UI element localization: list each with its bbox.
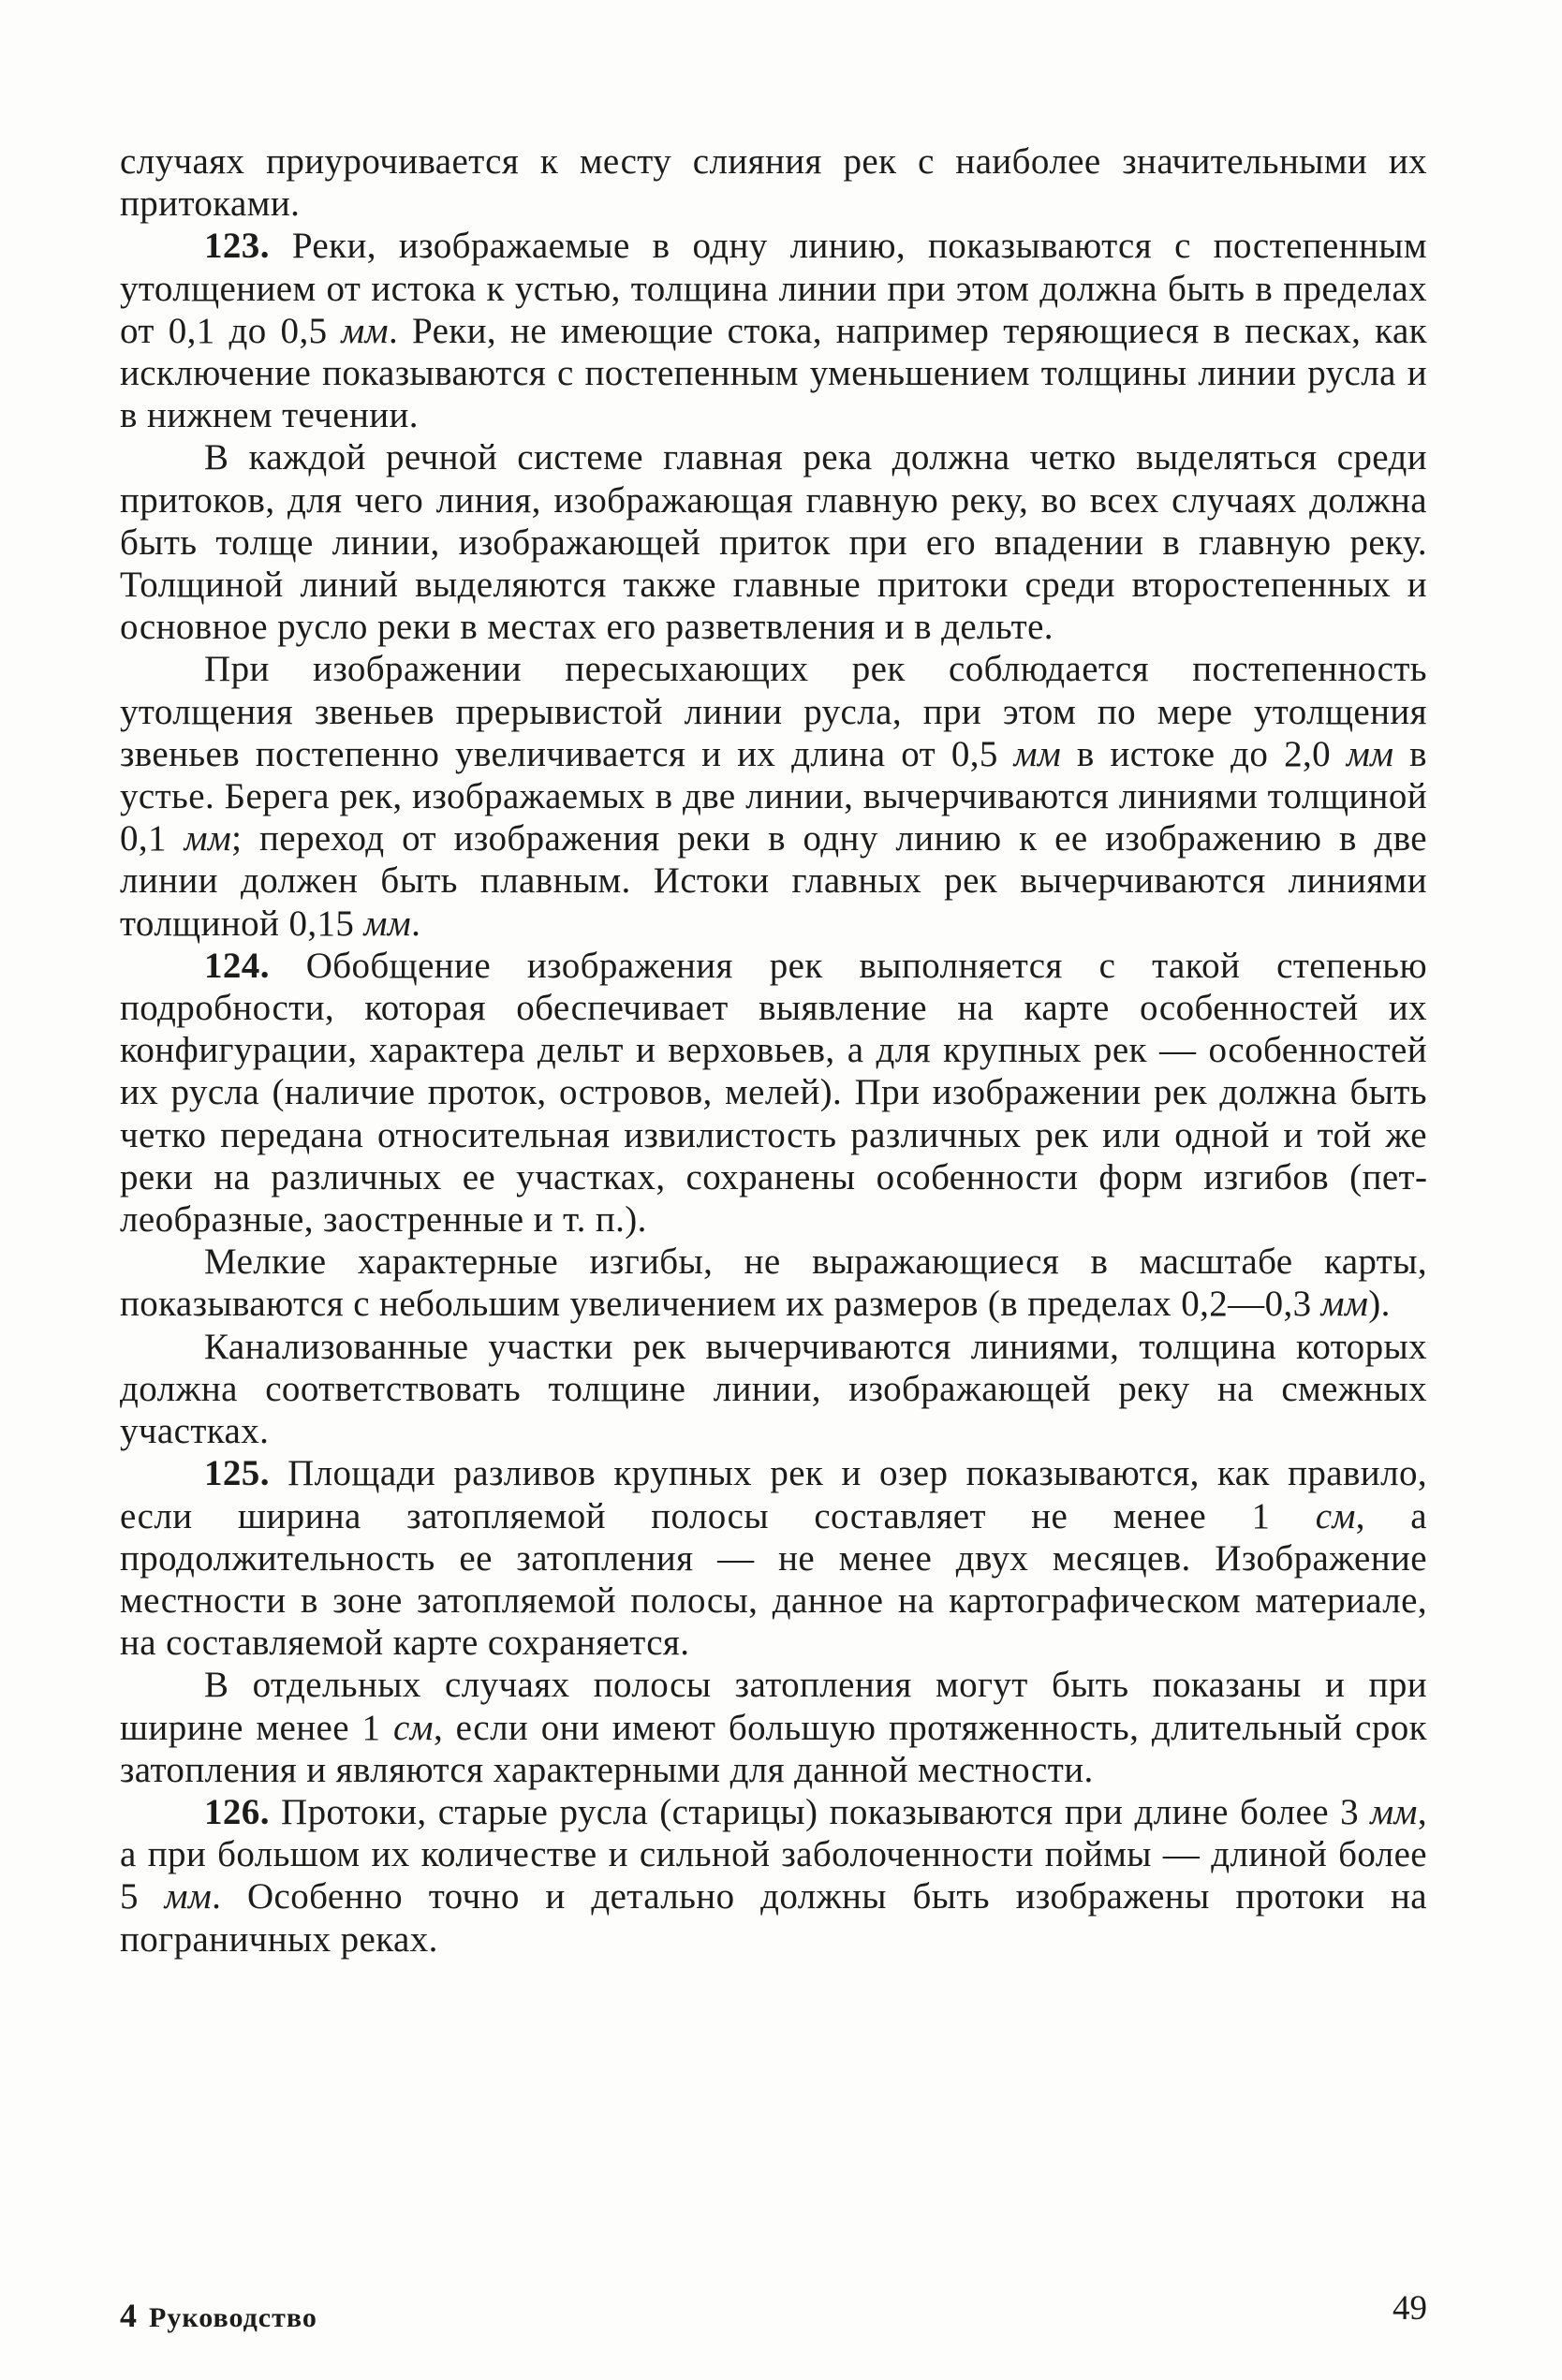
paragraph-text: ).	[1368, 1284, 1391, 1325]
unit-text: мм	[1320, 1284, 1369, 1325]
section-number: 123.	[204, 226, 270, 267]
paragraph-text: . Особенно точно и детально должны быть изображены протоки на пограничных реках.	[120, 1876, 1427, 1960]
body-text	[120, 140, 1427, 1961]
paragraph-text: , а при большом их количестве и сильной заболоченности поймы — длиной более 5	[120, 1791, 1427, 1917]
page-footer	[120, 2288, 1427, 2334]
paragraph	[120, 1326, 1427, 1453]
paragraph-text: , если они имеют большую протяженность, длительный срок затопления и являются характерными для данной местности.	[120, 1707, 1427, 1790]
paragraph-text: в истоке до 2,0	[1061, 733, 1347, 774]
paragraph-text: В отдельных случаях полосы затопления могут быть показаны и при ширине менее 1	[120, 1665, 1427, 1748]
signature-number: 4	[120, 2297, 138, 2334]
section-number: 126.	[204, 1791, 270, 1832]
section-number: 124.	[204, 945, 270, 986]
unit-text: мм	[341, 310, 389, 351]
unit-text: мм	[1346, 733, 1394, 774]
paragraph-text: Обобщение изображения рек выполняется с такой степенью подробности, которая обеспечивает выявление на карте особенностей их конфигурации, характера дельт и верховьев, а для крупных рек — особенностей их русла (наличие проток, островов, мелей). При изображении рек должна быть четко передана относительная извилистость различных рек или одной и той же реки на различных ее участках, сохранены особенности форм изгибов (петлеобразные, заостренные и т. п.).	[120, 945, 1427, 1241]
paragraph-text: Мелкие характерные изгибы, не выражающиеся в масштабе карты, показываются с небольшим увеличением их размеров (в пределах 0,2—0,3	[120, 1241, 1427, 1325]
paragraph	[120, 1452, 1427, 1664]
unit-text: мм	[184, 818, 232, 859]
unit-text: мм	[1013, 733, 1062, 774]
paragraph-text: Площади разливов крупных рек и озер показываются, как правило, если ширина затопляемой полосы составляет не менее 1	[120, 1453, 1427, 1536]
paragraph-text: При изображении пересыхающих рек соблюдается постепенность утолщения звеньев прерывистой линии русла, при этом по мере утолщения звеньев постепенно увеличивается и их длина от 0,5	[120, 649, 1427, 774]
paragraph-text: .	[411, 903, 421, 944]
unit-text: мм	[363, 903, 412, 944]
printer-signature	[120, 2296, 317, 2335]
paragraph-text: ; переход от изображения реки в одну линию к ее изображению в две линии должен быть плавным. Истоки главных рек вычерчиваются линиями толщиной 0,15	[120, 818, 1427, 944]
paragraph	[120, 1241, 1427, 1325]
paragraph-text: Реки, изображаемые в одну линию, показываются с постепенным утолщением от истока к устью, толщина линии при этом должна быть в пределах от 0,1 до 0,5	[120, 226, 1427, 351]
section-number: 125.	[204, 1453, 270, 1494]
paragraph	[120, 436, 1427, 648]
unit-text: см	[392, 1707, 434, 1748]
paragraph-text: в устье. Берега рек, изображаемых в две линии, вычерчиваются линиями толщиной 0,1	[120, 733, 1427, 859]
paragraph-text: случаях приурочивается к месту слияния рек с наиболее значительными их притоками.	[120, 141, 1427, 225]
paragraph-text: , а продолжительность ее затопления — не менее двух месяцев. Изображение местности в зоне затопляемой полосы, данное на картографическом материале, на составляемой карте сохраняется.	[120, 1495, 1427, 1664]
paragraph	[120, 1791, 1427, 1961]
paragraph-text: В каждой речной системе главная река должна четко выделяться среди притоков, для чего линия, изображающая главную реку, во всех случаях должна быть толще линии, изображающей приток при его впадении в главную реку. Толщиной линий выделяются также главные притоки среди второстепенных и основное русло реки в местах его разветвления и в дельте.	[120, 437, 1427, 648]
paragraph-text: . Реки, не имеющие стока, например теряющиеся в песках, как исключение показываются с постепенным уменьшением толщины линии русла и в нижнем течении.	[120, 310, 1427, 436]
paragraph	[120, 648, 1427, 944]
paragraph	[120, 225, 1427, 436]
paragraph-text: Протоки, старые русла (старицы) показываются при длине более 3	[269, 1791, 1371, 1832]
paragraph	[120, 140, 1427, 225]
page-number: 49	[1393, 2289, 1427, 2328]
unit-text: мм	[164, 1876, 213, 1917]
paragraph	[120, 1664, 1427, 1791]
unit-text: мм	[1370, 1791, 1418, 1832]
signature-text: Руководство	[149, 2302, 317, 2333]
paragraph	[120, 945, 1427, 1241]
unit-text: см	[1315, 1495, 1356, 1536]
paragraph-text: Канализованные участки рек вычерчиваются линиями, толщина которых должна соответствовать толщине линии, изображающей реку на смежных участках.	[120, 1326, 1427, 1452]
